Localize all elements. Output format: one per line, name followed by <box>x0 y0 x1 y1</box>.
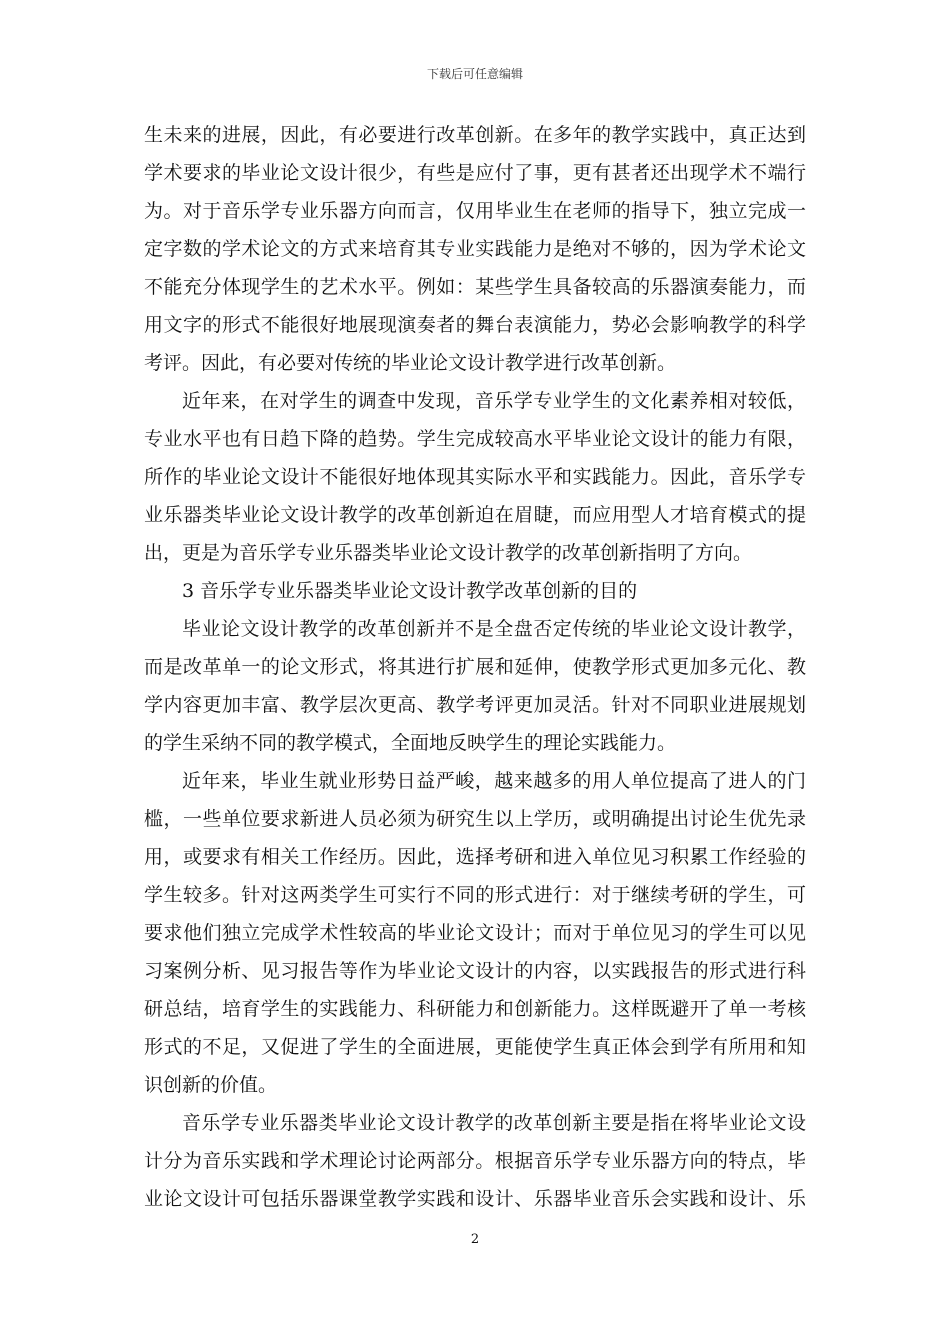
text-line: 所作的毕业论文设计不能很好地体现其实际水平和实践能力。因此，音乐学专 <box>144 466 806 488</box>
text-line: 近年来，在对学生的调查中发现，音乐学专业学生的文化素养相对较低， <box>182 390 806 412</box>
text-line: 业乐器类毕业论文设计教学的改革创新迫在眉睫，而应用型人才培育模式的提 <box>144 504 806 526</box>
text-line: 识创新的价值。 <box>144 1074 278 1096</box>
text-line: 计分为音乐实践和学术理论讨论两部分。根据音乐学专业乐器方向的特点，毕 <box>144 1150 806 1172</box>
text-line: 近年来，毕业生就业形势日益严峻，越来越多的用人单位提高了进人的门 <box>182 770 806 792</box>
text-line: 学生较多。针对这两类学生可实行不同的形式进行：对于继续考研的学生，可 <box>144 884 806 906</box>
text-line: 毕业论文设计教学的改革创新并不是全盘否定传统的毕业论文设计教学， <box>182 618 806 640</box>
section-heading: 3 音乐学专业乐器类毕业论文设计教学改革创新的目的 <box>182 580 638 602</box>
text-line: 学内容更加丰富、教学层次更高、教学考评更加灵活。针对不同职业进展规划 <box>144 694 806 716</box>
body-text <box>144 116 806 1218</box>
text-line: 出，更是为音乐学专业乐器类毕业论文设计教学的改革创新指明了方向。 <box>144 542 753 564</box>
text-line: 的学生采纳不同的教学模式，全面地反映学生的理论实践能力。 <box>144 732 677 754</box>
text-line: 生未来的进展，因此，有必要进行改革创新。在多年的教学实践中，真正达到 <box>144 124 806 146</box>
text-line: 定字数的学术论文的方式来培育其专业实践能力是绝对不够的，因为学术论文 <box>144 238 806 260</box>
text-line: 学术要求的毕业论文设计很少，有些是应付了事，更有甚者还出现学术不端行 <box>144 162 806 184</box>
text-line: 而是改革单一的论文形式，将其进行扩展和延伸，使教学形式更加多元化、教 <box>144 656 806 678</box>
page-number: 2 <box>470 1232 480 1247</box>
text-line: 考评。因此，有必要对传统的毕业论文设计教学进行改革创新。 <box>144 352 677 374</box>
text-line: 习案例分析、见习报告等作为毕业论文设计的内容，以实践报告的形式进行科 <box>144 960 806 982</box>
text-line: 形式的不足，又促进了学生的全面进展，更能使学生真正体会到学有所用和知 <box>144 1036 806 1058</box>
text-line: 不能充分体现学生的艺术水平。例如：某些学生具备较高的乐器演奏能力，而 <box>144 276 806 298</box>
text-line: 为。对于音乐学专业乐器方向而言，仅用毕业生在老师的指导下，独立完成一 <box>144 200 806 222</box>
text-line: 用文字的形式不能很好地展现演奏者的舞台表演能力，势必会影响教学的科学 <box>144 314 806 336</box>
text-line: 音乐学专业乐器类毕业论文设计教学的改革创新主要是指在将毕业论文设 <box>182 1112 806 1134</box>
page-header: 下载后可任意编辑 <box>426 67 523 81</box>
text-line: 要求他们独立完成学术性较高的毕业论文设计；而对于单位见习的学生可以见 <box>144 922 806 944</box>
text-line: 专业水平也有日趋下降的趋势。学生完成较高水平毕业论文设计的能力有限， <box>144 428 806 450</box>
text-line: 业论文设计可包括乐器课堂教学实践和设计、乐器毕业音乐会实践和设计、乐 <box>144 1188 806 1210</box>
text-line: 用，或要求有相关工作经历。因此，选择考研和进入单位见习积累工作经验的 <box>144 846 806 868</box>
text-line: 研总结，培育学生的实践能力、科研能力和创新能力。这样既避开了单一考核 <box>144 998 806 1020</box>
text-line: 槛，一些单位要求新进人员必须为研究生以上学历，或明确提出讨论生优先录 <box>144 808 806 830</box>
